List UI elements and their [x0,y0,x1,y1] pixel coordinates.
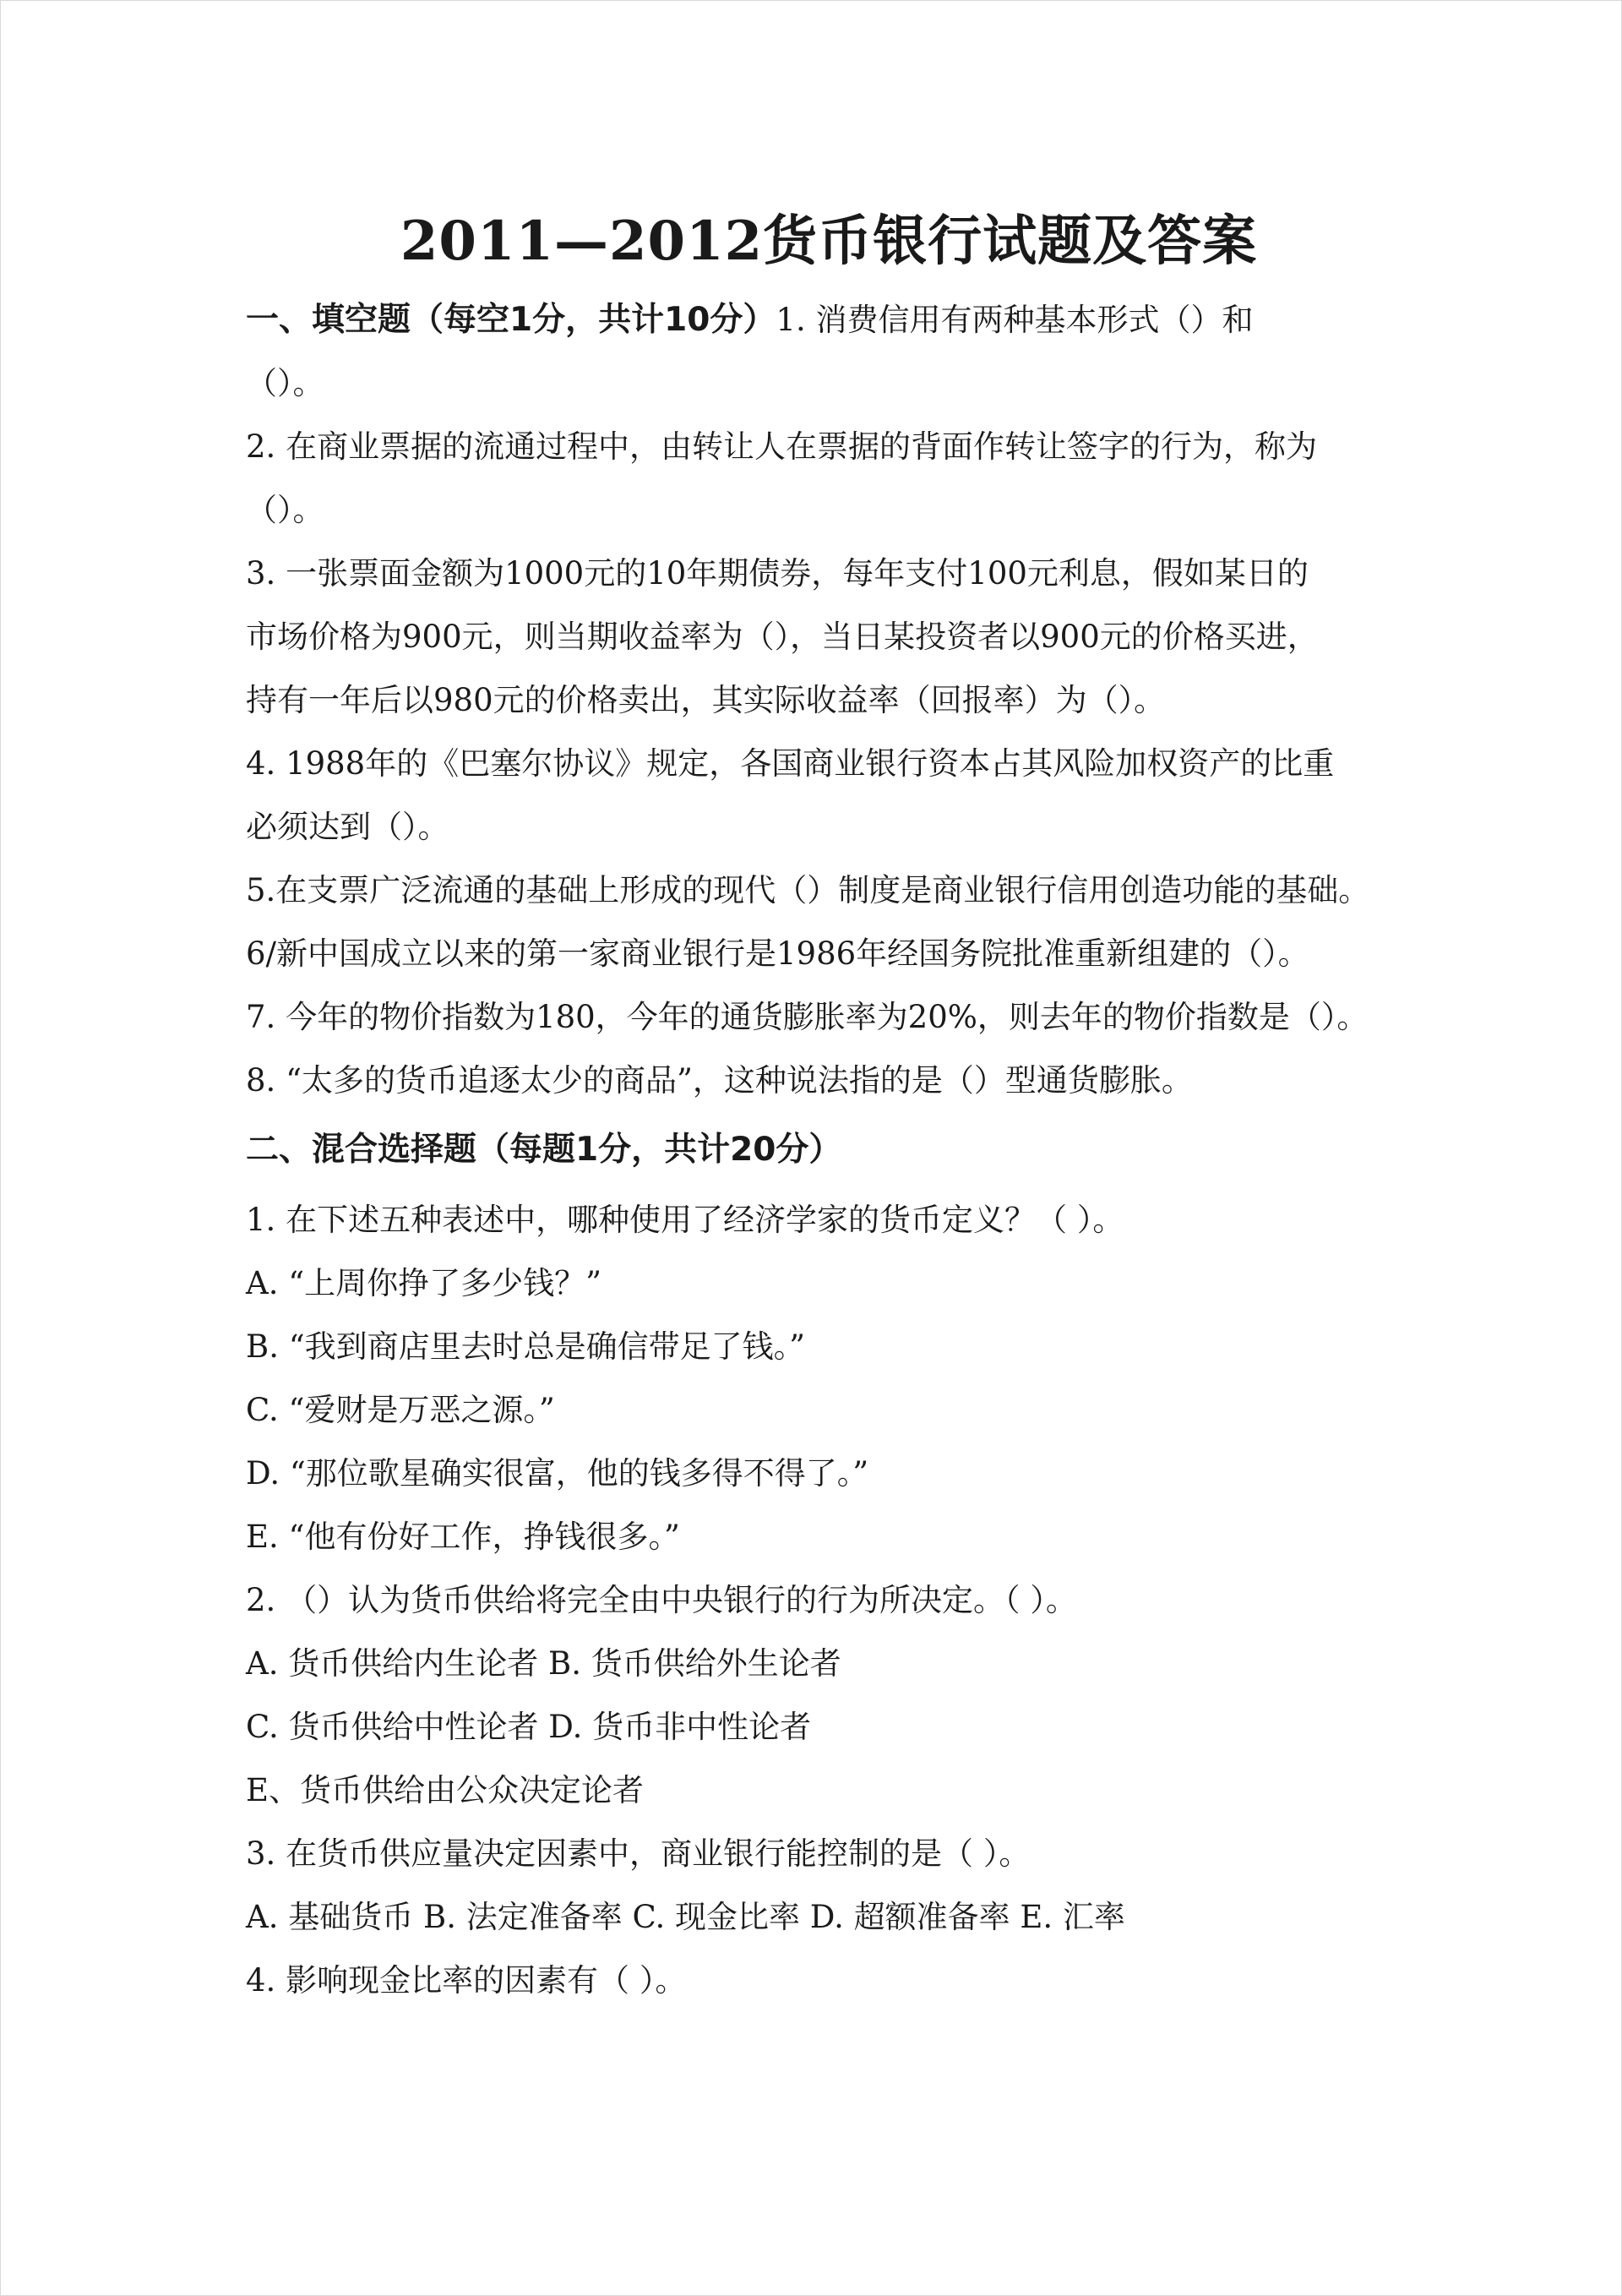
section2-q1: 1. 在下述五种表述中，哪种使用了经济学家的货币定义？（ ）。 [246,1202,1124,1238]
section1-q4-b: 必须达到（）。 [246,809,449,845]
section1-q6: 6/新中国成立以来的第一家商业银行是1986年经国务院批准重新组建的（）。 [246,935,1309,972]
section2-heading: 二、混合选择题（每题1分，共计20分） [246,1131,842,1169]
section2-q1-option-c: C. “爱财是万恶之源。” [246,1392,555,1428]
section1-q3-b: 市场价格为900元，则当期收益率为（），当日某投资者以900元的价格买进， [246,619,1319,655]
page-title: 2011—2012货币银行试题及答案 [400,210,1258,273]
section2-q1-option-b: B. “我到商店里去时总是确信带足了钱。” [246,1328,806,1365]
section1-q5: 5.在支票广泛流通的基础上形成的现代（）制度是商业银行信用创造功能的基础。 [246,872,1370,908]
section1-q4-a: 4. 1988年的《巴塞尔协议》规定，各国商业银行资本占其风险加权资产的比重 [246,745,1335,782]
section2-q3: 3. 在货币供应量决定因素中，商业银行能控制的是（ ）。 [246,1835,1031,1872]
section1-q2-b: （）。 [246,492,324,528]
section1-q1-line [246,288,1412,352]
section1-q2-a: 2. 在商业票据的流通过程中，由转让人在票据的背面作转让签字的行为，称为 [246,428,1318,465]
section2-q1-option-d: D. “那位歌星确实很富，他的钱多得不得了。” [246,1455,869,1492]
section2-q3-options: A. 基础货币 B. 法定准备率 C. 现金比率 D. 超额准备率 E. 汇率 [246,1899,1125,1935]
section2-q1-option-a: A. “上周你挣了多少钱？” [246,1265,602,1301]
section1-q1-cont: （）。 [246,365,324,401]
section2-q2: 2. （）认为货币供给将完全由中央银行的行为所决定。（ ）。 [246,1582,1077,1618]
section1-heading: 一、填空题（每空1分，共计10分） [246,301,776,339]
section1-q1: 1. 消费信用有两种基本形式（）和 [776,302,1254,338]
section2-q2-option-e: E、货币供给由公众决定论者 [246,1772,645,1808]
section2-q1-option-e: E. “他有份好工作，挣钱很多。” [246,1519,680,1555]
section1-q3-c: 持有一年后以980元的价格卖出，其实际收益率（回报率）为（）。 [246,682,1166,718]
section2-q4: 4. 影响现金比率的因素有（ ）。 [246,1962,687,1999]
section1-q3-a: 3. 一张票面金额为1000元的10年期债券，每年支付100元利息，假如某日的 [246,555,1309,592]
section2-q2-options-cd: C. 货币供给中性论者 D. 货币非中性论者 [246,1709,812,1745]
document-body [246,204,1412,2012]
section2-q2-options-ab: A. 货币供给内生论者 B. 货币供给外生论者 [246,1645,841,1682]
section1-q8: 8. “太多的货币追逐太少的商品”，这种说法指的是（）型通货膨胀。 [246,1062,1193,1099]
section1-q7: 7. 今年的物价指数为180，今年的通货膨胀率为20%，则去年的物价指数是（）。 [246,999,1369,1035]
